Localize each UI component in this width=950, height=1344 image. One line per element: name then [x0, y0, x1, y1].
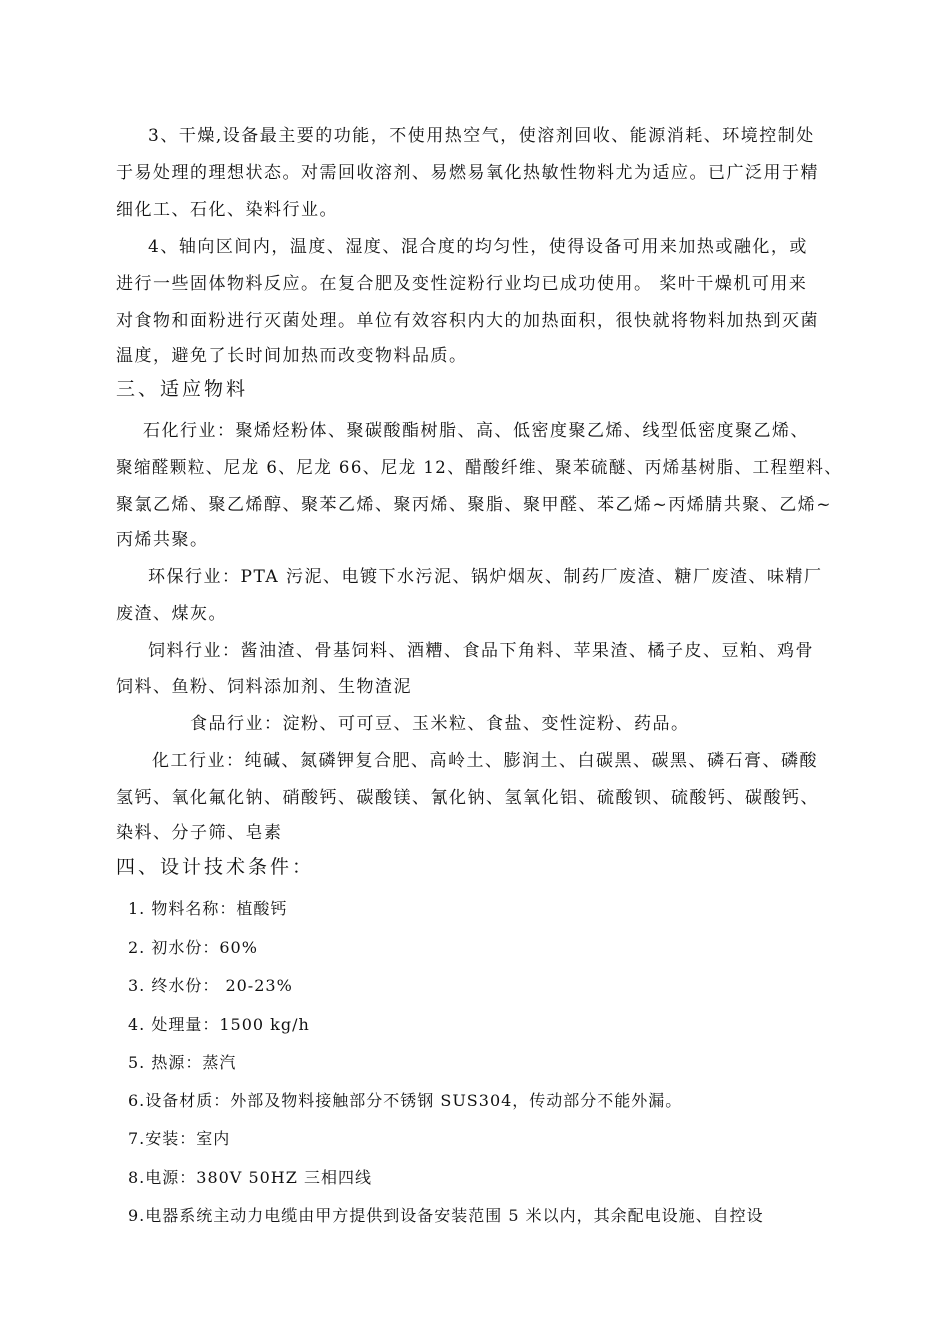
petrochem-line-3: 聚氯乙烯、聚乙烯醇、聚苯乙烯、聚丙烯、聚脂、聚甲醛、苯乙烯~丙烯腈共聚、乙烯~: [116, 495, 832, 515]
environmental-line-2: 废渣、煤灰。: [116, 604, 227, 624]
item4-line-4: 温度，避免了长时间加热而改变物料品质。: [116, 346, 468, 366]
item4-line-3: 对食物和面粉进行灭菌处理。单位有效容积内大的加热面积，很快就将物料加热到灭菌: [116, 311, 819, 331]
spec-item-4: 4. 处理量：1500 kg/h: [128, 1015, 310, 1034]
feed-line-1: 饲料行业：酱油渣、骨基饲料、酒糟、食品下角料、苹果渣、橘子皮、豆粕、鸡骨: [148, 641, 814, 661]
chemical-line-2: 氢钙、氧化氟化钠、硝酸钙、碳酸镁、氰化钠、氢氧化铝、硫酸钡、硫酸钙、碳酸钙、: [116, 788, 819, 808]
item3-line-3: 细化工、石化、染料行业。: [116, 200, 338, 220]
chemical-line-3: 染料、分子筛、皂素: [116, 823, 283, 843]
spec-item-7: 7.安装：室内: [128, 1129, 231, 1148]
chemical-line-1: 化工行业：纯碱、氮磷钾复合肥、高岭土、膨润土、白碳黑、碳黑、磷石膏、磷酸: [152, 751, 818, 771]
feed-line-2: 饲料、鱼粉、饲料添加剂、生物渣泥: [116, 677, 412, 697]
spec-item-3: 3. 终水份： 20-23%: [128, 976, 293, 995]
section-four-heading: 四、设计技术条件：: [116, 856, 315, 878]
item3-line-1: 3、干燥,设备最主要的功能，不使用热空气，使溶剂回收、能源消耗、环境控制处: [148, 126, 815, 146]
item3-line-2: 于易处理的理想状态。对需回收溶剂、易燃易氧化热敏性物料尤为适应。已广泛用于精: [116, 163, 819, 183]
petrochem-line-2: 聚缩醛颗粒、尼龙 6、尼龙 66、尼龙 12、醋酸纤维、聚苯硫醚、丙烯基树脂、工程塑料、: [116, 458, 843, 478]
food-line: 食品行业：淀粉、可可豆、玉米粒、食盐、变性淀粉、药品。: [190, 714, 690, 734]
spec-item-1: 1. 物料名称：植酸钙: [128, 899, 288, 918]
spec-item-9: 9.电器系统主动力电缆由甲方提供到设备安装范围 5 米以内，其余配电设施、自控设: [128, 1206, 764, 1225]
environmental-line-1: 环保行业：PTA 污泥、电镀下水污泥、锅炉烟灰、制药厂废渣、糖厂废渣、味精厂: [148, 567, 823, 587]
spec-item-8: 8.电源：380V 50HZ 三相四线: [128, 1168, 372, 1187]
item4-line-1: 4、轴向区间内，温度、湿度、混合度的均匀性，使得设备可用来加热或融化，或: [148, 237, 808, 257]
spec-item-2: 2. 初水份：60%: [128, 938, 258, 957]
petrochem-line-1: 石化行业：聚烯烃粉体、聚碳酸酯树脂、高、低密度聚乙烯、线型低密度聚乙烯、: [143, 421, 809, 441]
item4-line-2: 进行一些固体物料反应。在复合肥及变性淀粉行业均已成功使用。 桨叶干燥机可用来: [116, 274, 808, 294]
spec-item-5: 5. 热源：蒸汽: [128, 1053, 237, 1072]
spec-item-6: 6.设备材质：外部及物料接触部分不锈钢 SUS304，传动部分不能外漏。: [128, 1091, 683, 1110]
petrochem-line-4: 丙烯共聚。: [116, 530, 209, 550]
section-three-heading: 三、适应物料: [116, 378, 249, 400]
